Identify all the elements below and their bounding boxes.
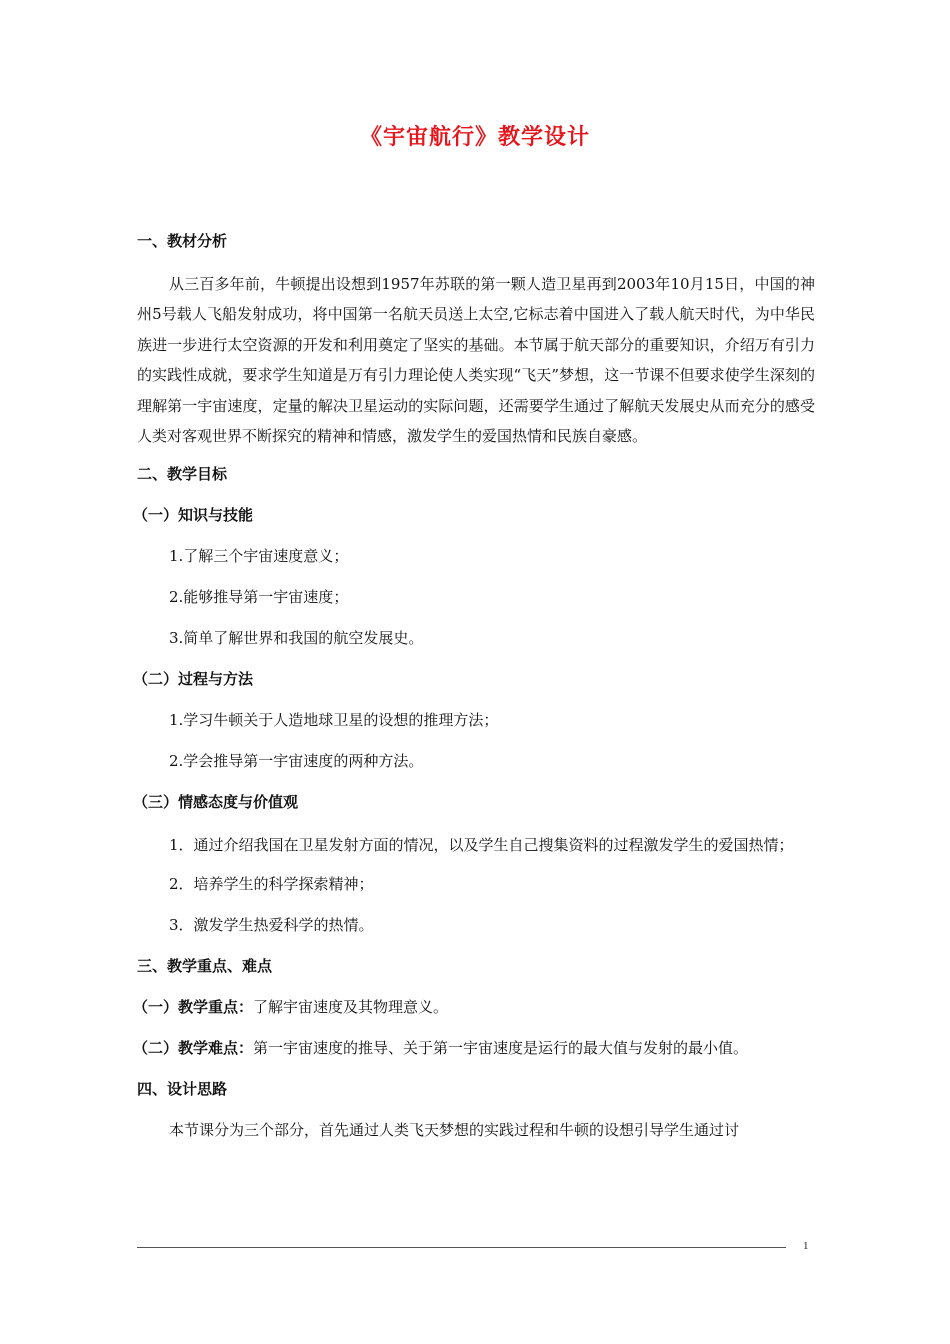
list-item: 2．培养学生的科学探索精神； [169,875,374,894]
list-item: 3．激发学生热爱科学的热情。 [169,916,374,935]
list-item: 1.学习牛顿关于人造地球卫星的设想的推理方法； [169,711,499,730]
subheading-attitudes-values: （三）情感态度与价值观 [133,793,299,812]
analysis-paragraph: 从三百多年前，牛顿提出设想到1957年苏联的第一颗人造卫星再到2003年10月15日，中国的神州5号载人飞船发射成功，将中国第一名航天员送上太空,它标志着中国进入了载人航天时代，为中华民族进一步进行太空资源的开发和利用奠定了坚实的基础。本节属于航天部分的重要知识，介绍万有引力的实践性成就，要求学生知道是万有引力理论使人类实现“飞天”梦想，这一节课不但要求使学生深刻的理解第一宇宙速度，定量的解决卫星运动的实际问题，还需要学生通过了解航天发展史从而充分的感受人类对客观世界不断探究的精神和情感，激发学生的爱国热情和民族自豪感。 [137,275,815,446]
difficult-point-line [133,1035,815,1062]
document-body [133,228,815,1158]
design-paragraph: 本节课分为三个部分，首先通过人类飞天梦想的实践过程和牛顿的设想引导学生通过讨 [169,1121,740,1140]
difficult-point-label: （二）教学难点： [133,1039,254,1058]
section-heading-goals: 二、教学目标 [137,465,228,484]
key-point-label: （一）教学重点： [133,998,254,1017]
subheading-process-methods: （二）过程与方法 [133,670,254,689]
key-point-text: 了解宇宙速度及其物理意义。 [253,998,449,1017]
section-heading-analysis: 一、教材分析 [137,232,228,250]
list-item: 2.学会推导第一宇宙速度的两种方法。 [169,752,424,771]
key-point-line [133,994,815,1021]
list-item: 2.能够推导第一宇宙速度； [169,588,349,607]
section-heading-key-difficult: 三、教学重点、难点 [137,957,273,976]
list-item: 3.简单了解世界和我国的航空发展史。 [169,629,424,648]
document-title: 《宇宙航行》教学设计 [359,125,590,150]
list-item: 1．通过介绍我国在卫星发射方面的情况，以及学生自己搜集资料的过程激发学生的爱国热情； [169,836,794,855]
difficult-point-text: 第一宇宙速度的推导、关于第一宇宙速度是运行的最大值与发射的最小值。 [253,1039,749,1058]
section-heading-design: 四、设计思路 [137,1080,228,1099]
footer-divider [137,1247,786,1248]
page-number: 1 [803,1240,809,1252]
subheading-knowledge-skills: （一）知识与技能 [133,506,254,525]
list-item: 1.了解三个宇宙速度意义； [169,547,349,566]
